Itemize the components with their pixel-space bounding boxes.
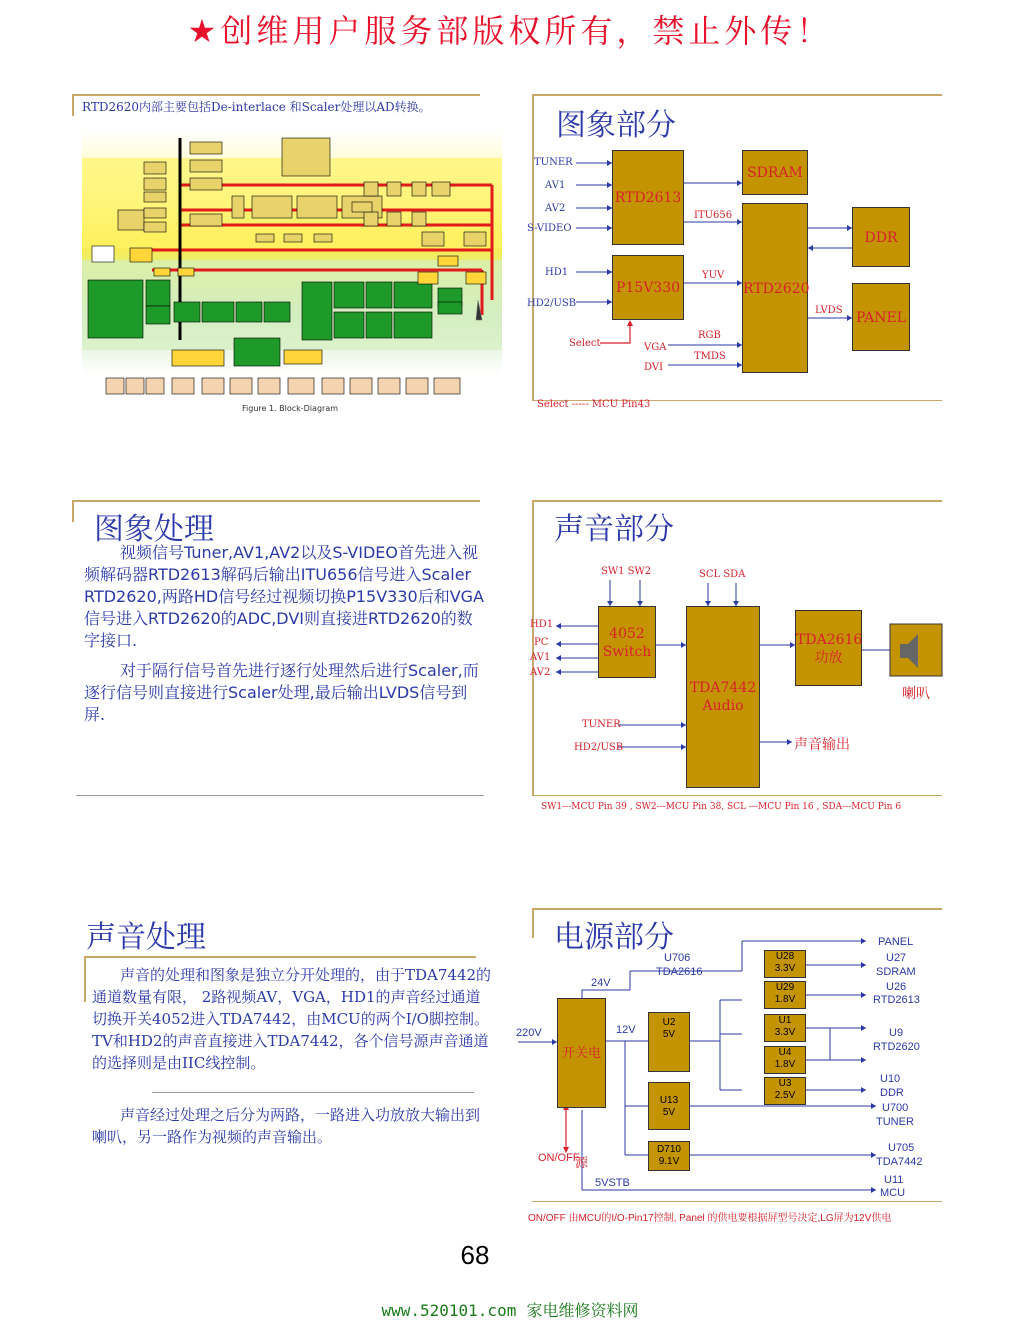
audio-label: Audio — [702, 698, 744, 714]
load-u705: U705 — [888, 1142, 915, 1154]
tda7442-label: TDA7442 — [689, 680, 757, 696]
tda2616-label: TDA2616 — [796, 632, 863, 648]
load-u26: U26 — [886, 981, 907, 993]
footer — [0, 1298, 1020, 1321]
reg-u1: U1 3.3V — [764, 1014, 806, 1042]
audio-input-tuner: TUNER — [582, 719, 621, 730]
image-processing-para2: 对于隔行信号首先进行逐行处理然后进行Scaler,而逐行信号则直接进行Scaler处理,最后输出LVDS信号到屏. — [84, 661, 479, 724]
signal-itu656: ITU656 — [694, 210, 733, 221]
ddr-block: DDR — [852, 207, 910, 267]
p15v330-block: P15V330 — [612, 255, 684, 320]
input-220v: 220V — [516, 1027, 542, 1039]
image-processing-para1: 视频信号Tuner,AV1,AV2以及S-VIDEO首先进入视频解码器RTD2613解码后输出ITU656信号进入Scaler RTD2620,两路HD信号经过视频切换P15V330后和VGA信号进入RTD2620的ADC,DVI则直接进RTD2620的数字接口. — [84, 543, 484, 650]
onoff-label: ON/OFF — [538, 1152, 580, 1164]
reg-u28: U28 3.3V — [764, 950, 806, 978]
load-rtd2613: RTD2613 — [873, 994, 920, 1006]
audio-out-label: 声音输出 — [794, 737, 850, 753]
input-tuner: TUNER — [534, 157, 573, 168]
reg-u4: U4 1.8V — [764, 1046, 806, 1074]
rtd2620-block: RTD2620 — [742, 203, 808, 373]
signal-lvds: LVDS — [815, 305, 843, 316]
page-number: 68 — [460, 1240, 490, 1270]
load-ddr: DDR — [880, 1087, 904, 1099]
psu-block: 开关电源 — [557, 998, 606, 1108]
audio-input-hd2usb: HD2/USB — [574, 742, 624, 753]
load-u9: U9 — [889, 1027, 904, 1039]
signal-rgb: RGB — [698, 330, 721, 341]
load-rtd2620: RTD2620 — [873, 1041, 920, 1053]
signal-yuv: YUV — [702, 270, 725, 281]
rail-5vstb: 5VSTB — [595, 1177, 630, 1189]
input-hd1: HD1 — [545, 267, 569, 278]
bus-label: SCL SDA — [699, 569, 746, 580]
image-processing-title: 图象处理 — [94, 512, 214, 547]
image-section-note: Select ----- MCU Pin43 — [537, 399, 651, 410]
u706-chip: TDA2616 — [656, 966, 703, 978]
audio-processing-title: 声音处理 — [86, 920, 206, 955]
amp-label: 功放 — [814, 650, 843, 666]
switch-label: Switch — [602, 644, 652, 660]
power-section-note: ON/OFF 由MCU的I/O-Pin17控制, Panel 的供电要根据屏型号决定,LG屏为12V供电 — [528, 1213, 892, 1224]
load-sdram: SDRAM — [876, 966, 916, 978]
power-section-title: 电源部分 — [554, 920, 674, 955]
rtd2613-block: RTD2613 — [612, 150, 684, 245]
image-section-title: 图象部分 — [556, 108, 676, 143]
signal-dvi: DVI — [644, 362, 664, 373]
footer-site: 家电维修资料网 — [526, 1301, 639, 1320]
audio-input-av1: AV1 — [530, 652, 551, 663]
audio-section-note: SW1---MCU Pin 39 , SW2---MCU Pin 38, SCL ---MCU Pin 16 , SDA---MCU Pin 6 — [541, 802, 902, 812]
audio-processing-para1: 声音的处理和图象是独立分开处理的，由于TDA7442的通道数量有限， 2路视频AV，VGA，HD1的声音经过通道切换开关4052进入TDA7442，由MCU的两个I/O脚控制。TV和HD2的声音直接进入TDA7442，各个信号源声音通道的选择则是由IIC线控制。 — [92, 966, 492, 1072]
reg-u3: U3 2.5V — [764, 1077, 806, 1105]
signal-tmds: TMDS — [694, 351, 726, 362]
audio-input-pc: PC — [534, 637, 549, 648]
rail-12v: 12V — [616, 1024, 636, 1036]
load-u700: U700 — [882, 1102, 909, 1114]
reg-d710: D710 9.1V — [648, 1141, 690, 1171]
u706-label: U706 — [664, 952, 691, 964]
input-hd2usb: HD2/USB — [527, 298, 577, 309]
input-svideo: S-VIDEO — [527, 223, 572, 234]
load-u10: U10 — [880, 1073, 901, 1085]
audio-processing-para2: 声音经过处理之后分为两路，一路进入功放放大输出到喇叭，另一路作为视频的声音输出。 — [92, 1106, 481, 1146]
signal-select: Select — [569, 338, 601, 349]
sdram-block: SDRAM — [742, 150, 808, 195]
audio-input-hd1: HD1 — [530, 619, 554, 630]
figure-label: Figure 1. Block-Diagram — [242, 404, 339, 413]
load-tda7442: TDA7442 — [876, 1156, 923, 1168]
panel-block: PANEL — [852, 283, 910, 351]
load-u27: U27 — [886, 952, 907, 964]
rail-24v: 24V — [591, 977, 611, 989]
input-av1: AV1 — [545, 180, 566, 191]
audio-input-av2: AV2 — [530, 667, 551, 678]
load-panel: PANEL — [878, 936, 914, 948]
sw-label: SW1 SW2 — [601, 566, 652, 577]
speaker-label: 喇叭 — [902, 686, 930, 702]
block-diagram-caption: RTD2620内部主要包括De-interlace 和Scaler处理以AD转换。 — [82, 100, 431, 114]
load-u11: U11 — [884, 1174, 904, 1186]
input-av2: AV2 — [545, 203, 566, 214]
load-tuner: TUNER — [876, 1116, 914, 1128]
copyright-header: ★创维用户服务部版权所有，禁止外传！ — [187, 12, 833, 50]
footer-url[interactable]: www.520101.com — [381, 1301, 517, 1320]
audio-section-title: 声音部分 — [554, 512, 674, 547]
reg-u29: U29 1.8V — [764, 981, 806, 1009]
reg-u2: U2 5V — [648, 1012, 690, 1072]
load-mcu: MCU — [880, 1187, 906, 1199]
signal-vga: VGA — [644, 342, 667, 353]
switch-4052-label: 4052 — [609, 626, 645, 642]
reg-u13: U13 5V — [648, 1082, 690, 1130]
